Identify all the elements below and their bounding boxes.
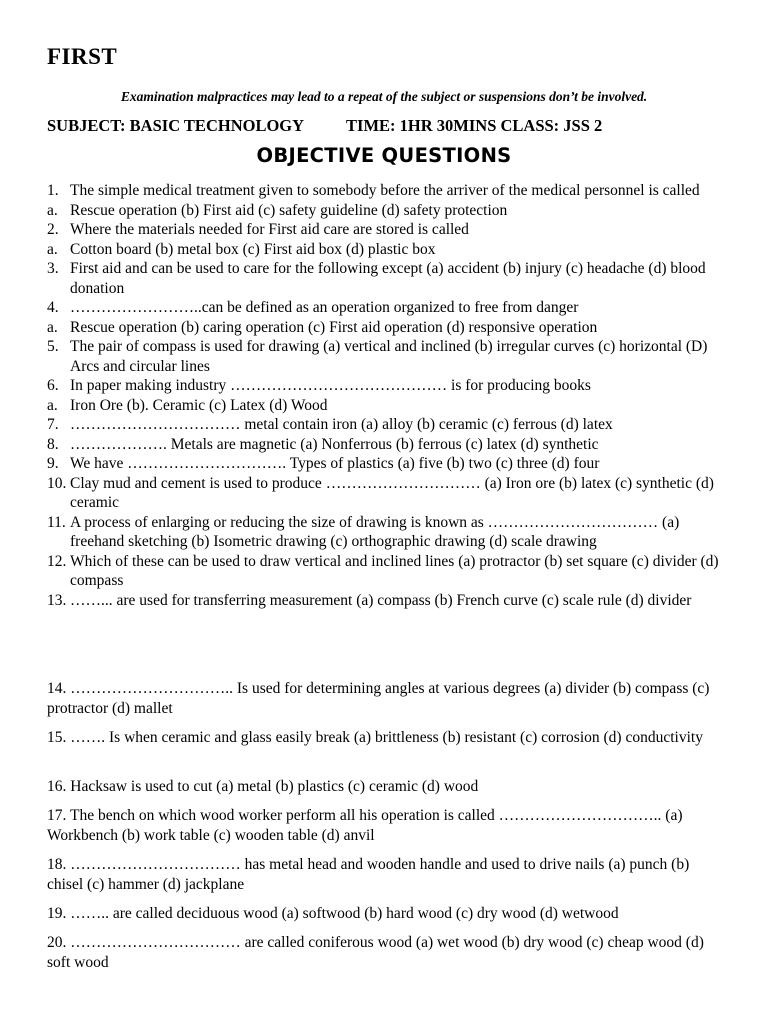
list-label: 1. (47, 182, 59, 199)
list-item (47, 591, 727, 611)
list-text: …………………………… metal contain iron (a) alloy (b) ceramic (c) ferrous (d) latex (70, 416, 613, 433)
list-item (47, 259, 727, 298)
list-item (47, 454, 727, 474)
list-text: Which of these can be used to draw vertical and inclined lines (a) protractor (b) set square (c) divider (d) compass (70, 552, 719, 589)
list-text: Cotton board (b) metal box (c) First aid box (d) plastic box (70, 240, 436, 258)
question-paragraph: 14. ………………………….. Is used for determining angles at various degrees (a) divider (b) compass (c) protractor (d) mallet (47, 680, 710, 717)
section-heading: OBJECTIVE QUESTIONS (256, 144, 512, 167)
list-label: 3. (47, 260, 59, 277)
malpractice-warning: Examination malpractices may lead to a repeat of the subject or suspensions don’t be involved. (120, 89, 648, 104)
list-item (47, 435, 727, 455)
question-paragraph: 20. …………………………… are called coniferous wood (a) wet wood (b) dry wood (c) cheap wood (d) soft wood (47, 934, 704, 971)
question-paragraph: 18. …………………………… has metal head and wooden handle and used to drive nails (a) punch (b) chisel (c) hammer (d) jackplane (47, 856, 690, 893)
list-text: Iron Ore (b). Ceramic (c) Latex (d) Wood (70, 396, 328, 414)
list-label: 2. (47, 221, 59, 238)
list-label: 8. (47, 435, 59, 453)
list-text: Rescue operation (b) First aid (c) safety guideline (d) safety protection (70, 201, 508, 219)
list-label: 5. (47, 338, 59, 355)
list-item (47, 513, 727, 552)
list-item (47, 396, 727, 416)
subject-line (47, 116, 727, 136)
time-class-label: TIME: 1HR 30MINS CLASS: JSS 2 (346, 116, 603, 135)
list-item (47, 376, 727, 396)
list-label: a. (47, 201, 58, 219)
list-label: 4. (47, 299, 59, 316)
question-paragraph: 17. The bench on which wood worker perform all his operation is called ………………………….. (a) Workbench (b) work table (c) wooden table (d) anvil (47, 807, 683, 844)
list-item (47, 474, 727, 513)
list-item (47, 201, 727, 221)
list-text: We have …………………………. Types of plastics (a) five (b) two (c) three (d) four (70, 455, 600, 472)
list-label: a. (47, 396, 58, 414)
list-item (47, 552, 727, 591)
list-text: In paper making industry …………………………………… is for producing books (70, 377, 591, 394)
list-item (47, 298, 727, 318)
list-item (47, 415, 727, 435)
list-item (47, 318, 727, 338)
question-paragraph: 16. Hacksaw is used to cut (a) metal (b) plastics (c) ceramic (d) wood (47, 778, 479, 795)
question-paragraph: 19. …….. are called deciduous wood (a) softwood (b) hard wood (c) dry wood (d) wetwood (47, 905, 619, 922)
list-item (47, 220, 727, 240)
list-text: First aid and can be used to care for the following except (a) accident (b) injury (c) headache (d) blood donation (70, 260, 706, 297)
list-text: ………………. Metals are magnetic (a) Nonferrous (b) ferrous (c) latex (d) synthetic (70, 435, 599, 453)
list-text: Rescue operation (b) caring operation (c) First aid operation (d) responsive operation (70, 318, 598, 336)
list-text: The simple medical treatment given to somebody before the arriver of the medical personnel is called (70, 182, 700, 199)
list-label: 9. (47, 455, 59, 472)
list-item (47, 240, 727, 260)
question-list (47, 181, 727, 610)
list-text: ……………………..can be defined as an operation organized to free from danger (70, 299, 579, 316)
question-paragraph: 15. ……. Is when ceramic and glass easily break (a) brittleness (b) resistant (c) corrosion (d) conductivity (47, 729, 703, 746)
list-text: ……... are used for transferring measurement (a) compass (b) French curve (c) scale rule (d) divider (70, 591, 692, 609)
list-text: Clay mud and cement is used to produce ………………………… (a) Iron ore (b) latex (c) synthetic (d) ceramic (70, 474, 714, 511)
list-label: 13. (47, 591, 67, 609)
list-text: A process of enlarging or reducing the size of drawing is known as …………………………… (a) freehand sketching (b) Isometric drawing (c) orthographic drawing (d) scale drawing (70, 513, 680, 550)
list-text: Where the materials needed for First aid care are stored is called (70, 221, 469, 238)
list-label: a. (47, 240, 58, 258)
list-label: 10. (47, 474, 67, 492)
page-title: FIRST (47, 44, 118, 69)
subject-label: SUBJECT: BASIC TECHNOLOGY (47, 116, 305, 135)
list-label: 6. (47, 377, 59, 394)
list-label: 12. (47, 552, 67, 570)
list-label: 7. (47, 416, 59, 433)
list-item (47, 181, 727, 201)
list-text: The pair of compass is used for drawing (a) vertical and inclined (b) irregular curves (c) horizontal (D) Arcs and circular lines (70, 338, 708, 375)
list-item (47, 337, 727, 376)
list-label: 11. (47, 513, 66, 531)
list-label: a. (47, 318, 58, 336)
